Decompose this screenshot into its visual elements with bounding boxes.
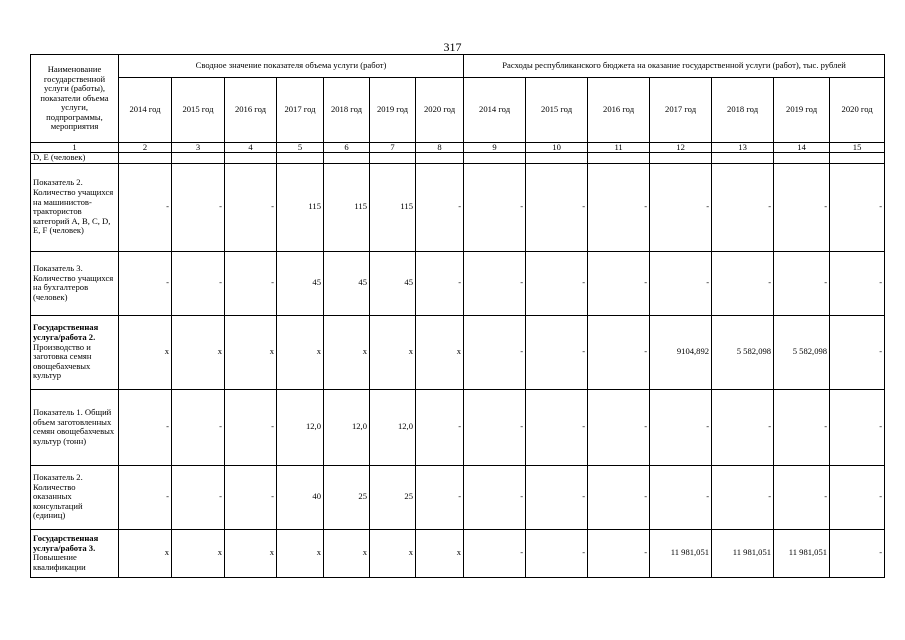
table-cell: - [712,389,774,465]
table-cell: - [830,389,885,465]
column-number: 3 [172,143,225,153]
header-row-years [31,78,885,143]
table-cell: - [464,315,526,389]
column-number: 12 [650,143,712,153]
table-cell: 40 [277,465,324,529]
table-body [31,153,885,578]
expense-year-header: 2019 год [774,78,830,143]
table-cell [712,153,774,164]
table-cell: x [370,315,416,389]
column-number: 13 [712,143,774,153]
row-label: Повышение квалификации [33,552,86,572]
table-cell: 45 [277,251,324,315]
table-cell: x [172,529,225,577]
expense-year-header: 2018 год [712,78,774,143]
table-cell: x [119,315,172,389]
table-cell: x [277,315,324,389]
column-header-name: Наименование государственной услуги (работы), показатели объема услуги, подпрограммы, мероприятия [31,55,119,143]
volume-year-header: 2020 год [416,78,464,143]
row-label-cell [31,465,119,529]
table-cell: - [588,389,650,465]
column-number: 9 [464,143,526,153]
table-cell: - [774,389,830,465]
column-number: 1 [31,143,119,153]
table-cell: 115 [277,163,324,251]
row-label-cell [31,163,119,251]
column-number: 5 [277,143,324,153]
column-number: 11 [588,143,650,153]
table-row [31,163,885,251]
table-cell [225,153,277,164]
table-cell: x [324,529,370,577]
volume-year-header: 2015 год [172,78,225,143]
table-cell [650,153,712,164]
table-cell: 11 981,051 [650,529,712,577]
table-cell: x [416,315,464,389]
table-cell: - [712,465,774,529]
table-cell: - [830,163,885,251]
table-cell [370,153,416,164]
table-cell: x [324,315,370,389]
budget-table [30,54,885,578]
row-label: Показатель 3. Количество учащихся на бухгалтеров (человек) [33,262,114,302]
column-number-row [31,143,885,153]
column-number: 15 [830,143,885,153]
column-number: 6 [324,143,370,153]
expense-year-header: 2015 год [526,78,588,143]
table-row [31,251,885,315]
table-cell: - [588,465,650,529]
table-cell: 11 981,051 [774,529,830,577]
table-cell: - [774,251,830,315]
table-cell: - [172,465,225,529]
volume-year-header: 2014 год [119,78,172,143]
row-label-cell [31,251,119,315]
table-cell: - [416,251,464,315]
row-label-cell [31,153,119,164]
volume-year-header: 2016 год [225,78,277,143]
table-cell: - [526,465,588,529]
row-label: Показатель 1. Общий объем заготовленных семян овощебахчевых культур (тонн) [33,406,115,446]
table-cell: - [526,315,588,389]
table-cell [588,153,650,164]
table-cell [526,153,588,164]
volume-year-header: 2017 год [277,78,324,143]
row-bold-label: Государственная услуга/работа 3. [33,532,99,553]
row-label: D, E (человек) [33,152,86,162]
table-cell: x [225,529,277,577]
table-cell: 25 [370,465,416,529]
table-cell: x [119,529,172,577]
table-cell: - [650,389,712,465]
column-header-volume: Сводное значение показателя объема услуги (работ) [119,55,464,78]
row-bold-label: Государственная услуга/работа 2. [33,322,99,342]
table-cell [774,153,830,164]
table-cell [416,153,464,164]
expense-year-header: 2014 год [464,78,526,143]
table-cell: - [588,163,650,251]
table-row [31,465,885,529]
table-cell: - [650,251,712,315]
column-header-expenses: Расходы республиканского бюджета на оказание государственной услуги (работ), тыс. рублей [464,55,885,78]
table-cell: - [119,389,172,465]
column-number: 8 [416,143,464,153]
table-row [31,529,885,577]
table-cell: - [416,389,464,465]
table-cell: - [830,251,885,315]
table-cell: - [119,465,172,529]
table-cell: - [774,465,830,529]
table-cell: - [830,465,885,529]
table-cell: - [588,251,650,315]
table-cell: 45 [370,251,416,315]
table-cell: - [464,163,526,251]
table-cell: 45 [324,251,370,315]
table-cell: 12,0 [370,389,416,465]
table-cell: 12,0 [324,389,370,465]
table-cell: - [225,163,277,251]
table-cell [464,153,526,164]
row-label: Показатель 2. Количество учащихся на машинистов-трактористов категорий А, В, С, D, E, F (человек) [33,177,114,236]
table-cell: 12,0 [277,389,324,465]
table-cell: - [172,251,225,315]
column-number: 2 [119,143,172,153]
table-cell: x [370,529,416,577]
table-cell: 5 582,098 [774,315,830,389]
table-cell: - [650,465,712,529]
table-cell [324,153,370,164]
table-cell: - [225,389,277,465]
table-cell: x [172,315,225,389]
column-number: 14 [774,143,830,153]
row-label: Производство и заготовка семян овощебахчевых культур [33,341,92,381]
table-cell: x [416,529,464,577]
table-cell: - [464,529,526,577]
volume-year-header: 2019 год [370,78,416,143]
table-cell: - [588,529,650,577]
expense-year-header: 2017 год [650,78,712,143]
table-cell: - [830,315,885,389]
table-cell: - [225,465,277,529]
column-number: 4 [225,143,277,153]
table-cell: 9104,892 [650,315,712,389]
table-cell: - [464,389,526,465]
volume-year-header: 2018 год [324,78,370,143]
expense-year-header: 2016 год [588,78,650,143]
table-cell: 5 582,098 [712,315,774,389]
column-number: 10 [526,143,588,153]
table-cell: - [416,465,464,529]
table-cell: - [416,163,464,251]
row-label-cell [31,389,119,465]
table-cell: - [774,163,830,251]
table-cell: 11 981,051 [712,529,774,577]
table-cell: - [172,163,225,251]
page-number: 317 [443,40,462,54]
table-cell [119,153,172,164]
table-cell: - [464,465,526,529]
table-cell: - [588,315,650,389]
table-cell: - [712,163,774,251]
row-label-cell [31,315,119,389]
table-cell: - [650,163,712,251]
column-number: 7 [370,143,416,153]
table-cell [830,153,885,164]
table-cell: - [225,251,277,315]
table-cell: - [830,529,885,577]
row-label-cell [31,529,119,577]
table-cell: 115 [324,163,370,251]
table-row [31,389,885,465]
table-row [31,153,885,164]
table-cell: - [526,529,588,577]
table-cell: - [464,251,526,315]
table-cell: - [712,251,774,315]
table-cell: 115 [370,163,416,251]
table-cell: - [172,389,225,465]
row-label: Показатель 2. Количество оказанных консультаций (единиц) [33,472,83,521]
table-cell [277,153,324,164]
table-cell: - [526,389,588,465]
table-cell: - [119,251,172,315]
header-row-groups [31,55,885,78]
table-cell: - [526,251,588,315]
table-cell: x [277,529,324,577]
table-cell: - [119,163,172,251]
expense-year-header: 2020 год [830,78,885,143]
table-cell: 25 [324,465,370,529]
table-cell [172,153,225,164]
table-cell: x [225,315,277,389]
table-cell: - [526,163,588,251]
table-row [31,315,885,389]
